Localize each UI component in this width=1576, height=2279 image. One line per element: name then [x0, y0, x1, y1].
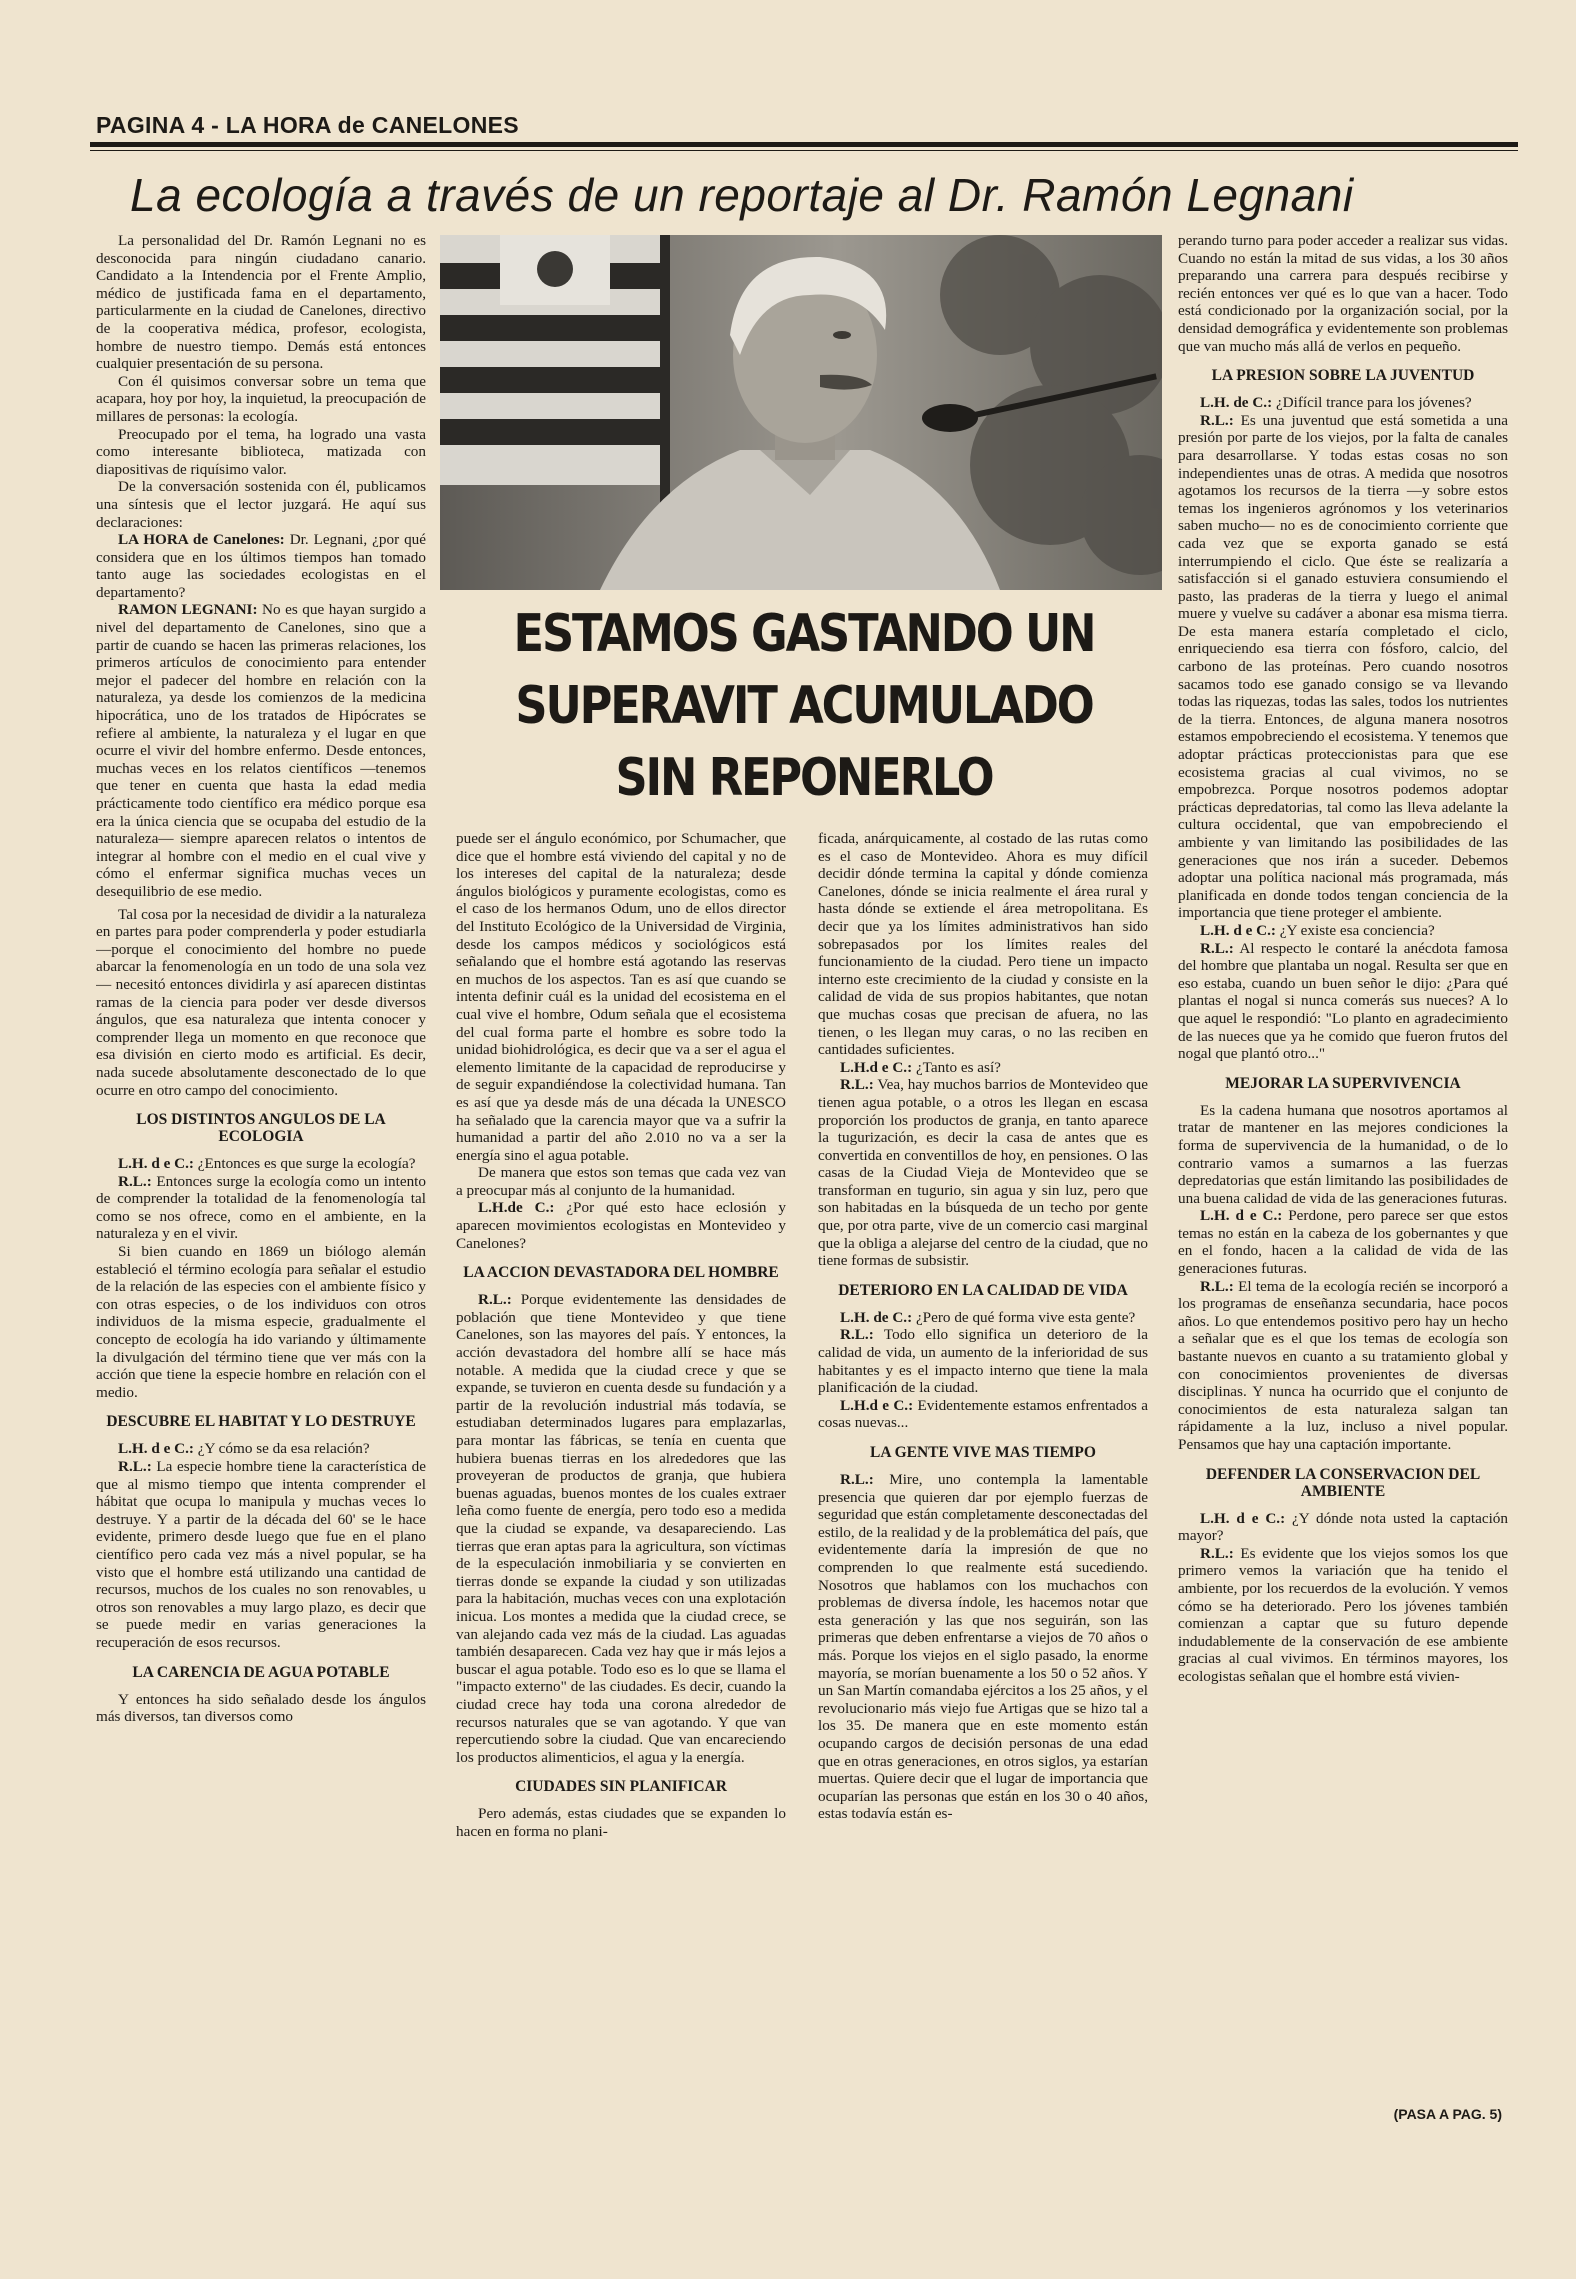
headline — [498, 598, 1110, 826]
section-heading: DETERIORO EN LA CALIDAD DE VIDA — [838, 1281, 1128, 1299]
speaker-label: L.H. d e C.: — [1200, 1207, 1283, 1225]
article-title: La ecología a través de un reportaje al Dr. Ramón Legnani — [130, 169, 1354, 221]
answer-text: Entonces surge la ecología como un intento de comprender la totalidad de la fenomenología tal como se nos ofrece, como en el ambiente, en la naturaleza y en el vivir. — [96, 1172, 426, 1243]
column-4 — [1178, 232, 1508, 2092]
paragraph — [818, 1397, 1148, 1432]
paragraph: De la conversación sostenida con él, publicamos una síntesis que el lector juzgará. He aquí sus declaraciones: — [96, 478, 426, 531]
question-text: ¿Entonces es que surge la ecología? — [193, 1155, 416, 1173]
speaker-label: R.L.: — [1200, 1277, 1234, 1295]
paragraph — [1178, 922, 1508, 940]
paragraph — [96, 531, 426, 601]
paragraph: perando turno para poder acceder a realizar sus vidas. Cuando no están la mitad de sus vidas, a los 30 años preparando una carrera para después recibirse y recién entonces ver qué es lo que van a hacer. Todo está condicionado por la organización social, por la densidad demográfica y evidentemente son problemas que van mucho más allá de verlos en pequeño. — [1178, 232, 1508, 355]
speaker-label: L.H. de C.: — [1200, 394, 1273, 412]
question-text: ¿Y cómo se da esa relación? — [193, 1440, 370, 1458]
answer-text: Al respecto le contaré la anécdota famosa del hombre que plantaba un nogal. Resulta ser que en eso estaba, cuando un buen señor le dijo: ¿Para qué plantas el nogal si nunca comerás sus nueces? A lo que aquel le respondió: "Lo planto en agradecimiento de las nueces que ya he comido que fueron frutos del nogal que plantó otro..." — [1178, 939, 1508, 1063]
speaker-label: R.L.: — [840, 1471, 874, 1488]
portrait-photo — [440, 235, 1162, 590]
paragraph: La personalidad del Dr. Ramón Legnani no es desconocida para ningún ciudadano canario. Candidato a la Intendencia por el Frente Amplio, médico de justificada fama en el departamento, particularmente en la ciudad de Canelones, directivo de la cooperativa médica, profesor, ecologista, hombre de nuestro tiempo. Demás está entonces cualquier presentación de su persona. — [96, 232, 426, 373]
question-text: Evidentemente estamos enfrentados a cosas nuevas... — [818, 1396, 1148, 1432]
speaker-label: L.H.d e C.: — [840, 1058, 913, 1076]
column-3 — [818, 830, 1148, 2130]
speaker-label: R.L.: — [118, 1458, 152, 1475]
speaker-label: RAMON LEGNANI: — [118, 601, 258, 619]
section-heading: DESCUBRE EL HABITAT Y LO DESTRUYE — [106, 1413, 416, 1431]
section-heading: DEFENDER LA CONSERVACION DEL AMBIENTE — [1205, 1465, 1481, 1500]
question-text: Dr. Legnani, ¿por qué considera que en los últimos tiempos han tomado tanto auge las sociedades ecologistas en el departamento? — [96, 531, 426, 601]
page-header: PAGINA 4 - LA HORA de CANELONES — [96, 112, 519, 138]
headline-line: SIN REPONERLO — [615, 748, 993, 808]
answer-text: Todo ello significa un deterioro de la calidad de vida, un aumento de la inferioridad de sus habitantes y es el impacto interno que tiene la mala planificación de la ciudad. — [818, 1326, 1148, 1397]
speaker-label: R.L.: — [840, 1076, 874, 1094]
paragraph — [456, 1291, 786, 1766]
answer-text: Es una juventud que está sometida a una presión por parte de los viejos, por la falta de canales para desarrollarse. Y todas estas cosas no son independientes unas de otras. A medida que nosotros agotamos los recursos de la tierra —y sobre estos temas los ingenieros agrónomos y los veterinarios saben mucho— no es de conocimiento corriente que cada vez que se exporta ganado se está interrumpiendo el ciclo. Que éste se realizaría a satisfacción si el ganado estuviera consumiendo el pasto, las praderas de la tierra y luego el animal muere y vuelve su cadáver a abonar esa misma tierra. De esta manera estaría completado el ciclo, enriqueciendo esa tierra con fósforo, calcio, del carbono de las proteínas. Pero cuando nosotros sacamos todo ese ganado consigo se va llevando todas las riquezas, todas las sales, todos los nutrientes de la tierra. Entonces, de alguna manera nosotros estamos empobreciendo el ecosistema. Y tenemos que adoptar prácticas proteccionistas para que ese ecosistema gracias al cual vivimos, no se empobrezca. Porque nosotros podemos adoptar prácticas depredatorias, tal como las lleva adelante la cultura occidental, que van empobreciendo el ambiente y van limitando las posibilidades de las generaciones que nos irán a suceder. Debemos adoptar una política nacional más programada, más planificada en donde todos tengan conciencia de la importancia que tiene proteger el ambiente. — [1178, 411, 1508, 922]
continued-on-page-link: (PASA A PAG. 5) — [1393, 2106, 1502, 2122]
section-heading: LA ACCION DEVASTADORA DEL HOMBRE — [463, 1264, 779, 1282]
paragraph — [818, 1309, 1148, 1327]
paragraph — [1178, 394, 1508, 412]
paragraph — [456, 1199, 786, 1252]
paragraph — [1178, 1545, 1508, 1686]
paragraph — [1178, 940, 1508, 1063]
paragraph: Tal cosa por la necesidad de dividir a la naturaleza en partes para poder comprenderla y poder estudiarla —porque el conocimiento del hombre no puede abarcar la fenomenología en un todo de una sola vez— necesitó entonces dividirla y así aparecen distintas ramas de la ciencia para poder ver desde diversos ángulos, que esa naturaleza que intenta conocer y comprender llega un momento en que reconoce que esa división en cierto modo es artificial. Es decir, nada sucede absolutamente desconectado de lo que ocurre en otro campo del conocimiento. — [96, 905, 426, 1099]
section-heading: LA CARENCIA DE AGUA POTABLE — [132, 1663, 390, 1681]
paragraph — [96, 601, 426, 900]
answer-text: No es que hayan surgido a nivel del departamento de Canelones, sino que a partir de cuando se hacen las primeras relaciones, los primeros artículos de conocimiento para entender mejor el padecer del hombre en relación con la naturaleza, ya desde los comienzos de la medicina hipocrática, uno de los tratados de Hipócrates se refiere al ambiente, la naturaleza y el lugar en que ocurre el vivir del hombre enfermo. Desde entonces, muchas veces en los relatos científicos —tenemos que tener en cuenta que hasta la edad media prácticamente todo científico era médico porque esa era la única ciencia que se ocupaba del estudio de la naturaleza— siempre aparecen relatos o intentos de integrar al hombre con el medio en el cual vive y cómo el enfermar significa muchas veces un desequilibrio de ese medio. — [96, 601, 426, 900]
header-rule — [90, 142, 1518, 147]
speaker-label: L.H. d e C.: — [118, 1440, 194, 1458]
answer-text: La especie hombre tiene la característica de que al mismo tiempo que intenta comprender el hábitat que ocupa lo manipula y muchas veces lo destruye. Y a partir de la década del 60' se le hace evidente, primero desde luego que fue en el plano científico pero cada vez más a nivel popular, se ha visto que el hombre está utilizando una cantidad de recursos, muchos de los cuales no son renovables, u otros son renovables a muy largo plazo, es decir que se puede medir en varias generaciones la recuperación de esos recursos. — [96, 1458, 426, 1651]
paragraph — [818, 1076, 1148, 1270]
paragraph: Si bien cuando en 1869 un biólogo alemán estableció el término ecología para señalar el estudio de la relación de las especies con el ambiente físico y con otras especies, o de los individuos con otros individuos de la misma especie, gradualmente el concepto de ecología ha ido variando y últimamente la divulgación del término tiene que ver más con la acción que tiene la especie hombre en relación con el medio. — [96, 1243, 426, 1401]
question-text: ¿Por qué esto hace eclosión y aparecen movimientos ecologistas en Montevideo y Canelones? — [456, 1199, 786, 1252]
paragraph — [96, 1155, 426, 1173]
column-2 — [456, 830, 786, 2130]
paragraph — [818, 1326, 1148, 1396]
section-heading: CIUDADES SIN PLANIFICAR — [515, 1778, 727, 1796]
speaker-label: L.H.de C.: — [478, 1199, 555, 1217]
speaker-label: R.L.: — [478, 1291, 512, 1309]
paragraph: Preocupado por el tema, ha logrado una vasta como interesante biblioteca, matizada con diapositivas de riquísimo valor. — [96, 425, 426, 478]
paragraph: Y entonces ha sido señalado desde los ángulos más diversos, tan diversos como — [96, 1690, 426, 1726]
section-heading: LOS DISTINTOS ANGULOS DE LA ECOLOGIA — [136, 1111, 386, 1146]
paragraph — [818, 1059, 1148, 1077]
paragraph: Pero además, estas ciudades que se expanden lo hacen en forma no plani- — [456, 1805, 786, 1840]
speaker-label: R.L.: — [1200, 939, 1234, 957]
section-heading: MEJORAR LA SUPERVIVENCIA — [1225, 1074, 1461, 1092]
speaker-label: L.H. de C.: — [840, 1308, 913, 1326]
paragraph: puede ser el ángulo económico, por Schumacher, que dice que el hombre está viviendo del capital y no de los intereses del capital de la naturaleza; desde ángulos biológicos y puramente ecologistas, como es el caso de los hermanos Odum, uno de ellos director del Instituto Ecológico de la Universidad de Virginia, desde los campos médicos y sociológicos está señalando que el hombre está agotando las reservas en muchos de los aspectos. Tan es así que cuando se intenta definir cuál es la unidad del ecosistema en el cual vive el hombre, Odum señala que el ecosistema del cual forma parte el hombre es sobre todo la unidad biohidrológica, es decir que va a ser el agua el elemento limitante de la capacidad de reproducirse y de seguir expandiéndose la colectividad humana. Tan es así que ya desde más de una década la UNESCO ha señalado que la carencia mayor que va a sufrir la humanidad a partir del año 2.010 no va a ser la energía sino el agua potable. — [456, 830, 786, 1164]
question-text: ¿Tanto es así? — [912, 1058, 1001, 1076]
section-heading: LA GENTE VIVE MAS TIEMPO — [870, 1444, 1096, 1461]
paragraph — [96, 1440, 426, 1458]
column-1 — [96, 232, 426, 2132]
headline-line: SUPERAVIT ACUMULADO — [515, 676, 1093, 736]
speaker-label: R.L.: — [1200, 411, 1234, 429]
section-heading: LA PRESION SOBRE LA JUVENTUD — [1211, 367, 1475, 385]
question-text: ¿Y existe esa conciencia? — [1275, 921, 1435, 939]
paragraph: Con él quisimos conversar sobre un tema que acapara, hoy por hoy, la inquietud, la preocupación de millares de personas: la ecología. — [96, 372, 426, 425]
paragraph — [818, 1471, 1148, 1823]
paragraph — [1178, 1278, 1508, 1454]
header-rule-thin — [90, 150, 1518, 151]
answer-text: Vea, hay muchos barrios de Montevideo que tienen agua potable, o a otros les llegan en escasa proporción los productos de granja, en tanto aparece la tugurización, es decir la casa de antes que es convertida en conventillos de hoy, en pensiones. O las casas de la Ciudad Vieja de Montevideo que se transforman en tugurio, sin agua y sin luz, pero que son habitadas en la búsqueda de un techo por gente que, por otra parte, vive de un comercio casi marginal que la obliga a alejarse del centro de la ciudad, que no tiene formas de subsistir. — [818, 1076, 1148, 1270]
photo-image — [440, 235, 1162, 590]
paragraph — [1178, 1510, 1508, 1545]
question-text: ¿Pero de qué forma vive esta gente? — [912, 1308, 1136, 1326]
paragraph: ficada, anárquicamente, al costado de las rutas como es el caso de Montevideo. Ahora es muy difícil decidir dónde termina la capital y dónde comienza Canelones, dónde se inicia realmente el área rural y hasta dónde se extiende el área metropolitana. Es decir que ya los límites administrativos han sido sobrepasados por los límites reales del funcionamiento de la ciudad. Pero tiene un impacto interno este crecimiento de la ciudad y consiste en la calidad de vida de sus propios habitantes, que notan que muchas cosas que precisan de afuera, no las tienen, o les llegan muy caras, o no las reciben en cantidades suficientes. — [818, 830, 1148, 1059]
question-text: ¿Y dónde nota usted la captación mayor? — [1178, 1509, 1508, 1545]
speaker-label: L.H. d e C.: — [118, 1155, 194, 1173]
paragraph — [1178, 412, 1508, 922]
paragraph — [1178, 1207, 1508, 1277]
paragraph: De manera que estos son temas que cada vez van a preocupar más al conjunto de la humanidad. — [456, 1164, 786, 1199]
answer-text: Mire, uno contempla la lamentable presencia que quieren dar por ejemplo fuerzas de seguridad que están completamente desconectadas del estilo, de la realidad y de la problemática del país, que evidentemente daría la impresión de que no comprenden lo que realmente está sucediendo. Nosotros que hablamos con los muchachos con problemas de diversa índole, les hacemos notar que esta generación y las que nos seguirán, son las primeras que deben enfrentarse a viejos de 70 años o más. Porque los viejos en el siglo pasado, la enorme mayoría, se morían buenamente a los 50 o 52 años. Y un San Martín comandaba ejércitos a los 25 años, y el revolucionario más viejo fue Artigas que se hizo tal a los 35. De manera que en este momento están ocupando cargos de decisión personas de una edad que en otras generaciones, en otros siglos, ya estarían muertas. Quiere decir que el lugar de importancia que ocuparían las personas que están en los 30 o 40 años, estas todavía están es- — [818, 1471, 1148, 1823]
question-text: ¿Difícil trance para los jóvenes? — [1272, 394, 1472, 412]
answer-text: Porque evidentemente las densidades de población que tiene Montevideo y que tiene Canelones, son las mayores del país. Y entonces, la acción devastadora del hombre allí se hace más notable. A medida que la ciudad crece y que se expande, se tuvieron en cuenta desde su fundación y a partir de la revolución industrial más todavía, se estudiaban determinados lugares para emplazarlas, para montar las fábricas, se tenía en cuenta que hubiera buenas tierras en los alrededores que las proveyeran de productos de granja, que hubiera buenas aguadas, buenos montes de los cuales extraer leña como fuente de energía, pero todo eso a medida que la ciudad se expande, va desapareciendo. Las tierras que eran aptas para la agricultura, son víctimas de la especulación inmobiliaria y se convierten en tierras donde se expande la ciudad y son utilizadas para la habitación, muchas veces con una explotación inicua. Los montes a medida que la ciudad crece, se van alejando cada vez más de la ciudad. Las aguadas también desaparecen. Cada vez hay que ir más lejos a buscar el agua potable. Todo eso es lo que se llama el "impacto externo" de las ciudades. Es decir, cuando la ciudad crece hay toda una corona alrededor de recursos naturales que se van agotando. Y que van repercutiendo sobre la ciudad. Que van encareciendo los productos alimenticios, el agua y la energía. — [456, 1291, 786, 1766]
paragraph — [96, 1173, 426, 1243]
speaker-label: L.H. d e C.: — [1200, 921, 1276, 939]
paragraph — [96, 1458, 426, 1652]
speaker-label: LA HORA de Canelones: — [118, 531, 285, 549]
answer-text: El tema de la ecología recién se incorporó a los programas de enseñanza secundaria, hace pocos años. Lo que entendemos positivo pero hay un hecho a señalar que es el que los temas de ecología son bastante nuevos en cuanto a su tratamiento global y con conocimientos provenientes de diversas disciplinas. Y nunca ha ocurrido que el conjunto de conocimientos de esta naturaleza salgan tan rápidamente a la luz, incluso a nivel popular. Pensamos que hay una captación importante. — [1178, 1277, 1508, 1453]
speaker-label: R.L.: — [1200, 1544, 1234, 1562]
speaker-label: L.H. d e C.: — [1200, 1509, 1286, 1527]
headline-line: ESTAMOS GASTANDO UN — [513, 604, 1095, 664]
paragraph: Es la cadena humana que nosotros aportamos al tratar de mantener en las mejores condiciones la forma de supervivencia de la humanidad, o de lo contrario vamos a sumarnos a las fuerzas depredatorias que están limitando las posibilidades de una buena calidad de vida de las generaciones futuras. — [1178, 1101, 1508, 1207]
speaker-label: R.L.: — [118, 1172, 152, 1190]
answer-text: Es evidente que los viejos somos los que primero vemos la variación que ha tenido el ambiente, por los recuerdos de la evolución. Y vemos cómo se ha deteriorado. Pero los jóvenes también comienzan a captar que su futuro depende indudablemente de la conservación de ese ambiente gracias al cual vivimos. En términos mayores, los ecologistas señalan que el hombre está vivien- — [1178, 1544, 1508, 1685]
speaker-label: R.L.: — [840, 1326, 874, 1344]
question-text: Perdone, pero parece ser que estos temas no están en la cabeza de los gobernantes y que en el fondo, hacen a la calidad de vida de las generaciones futuras. — [1178, 1207, 1508, 1278]
speaker-label: L.H.d e C.: — [840, 1396, 914, 1414]
